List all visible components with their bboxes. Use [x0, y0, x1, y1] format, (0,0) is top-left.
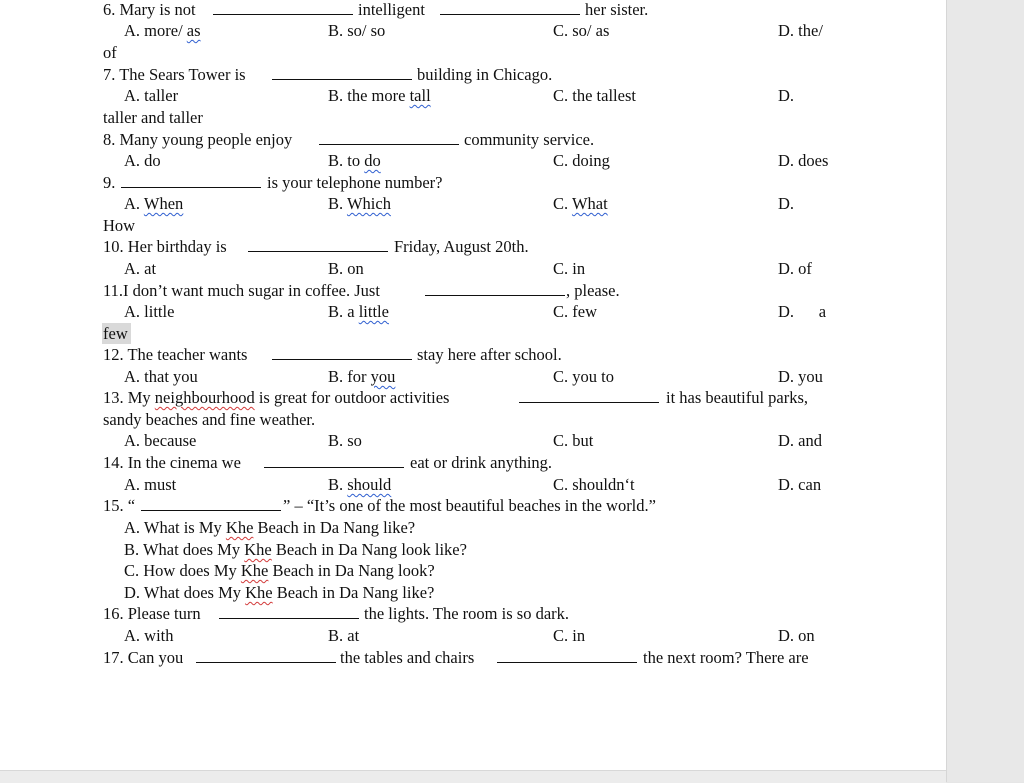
- answer-blank[interactable]: [213, 0, 353, 15]
- spellcheck-word[interactable]: When: [143, 194, 184, 213]
- option-a[interactable]: A. little: [124, 302, 175, 321]
- question-text: The teacher wants: [127, 345, 248, 364]
- question-number: 14.: [103, 453, 124, 472]
- option-c[interactable]: C. What: [553, 194, 608, 213]
- option-c[interactable]: C. How does My Khe Beach in Da Nang look?: [124, 561, 435, 580]
- option-c[interactable]: C. doing: [553, 151, 610, 170]
- question-text: Please turn: [127, 604, 201, 623]
- option-text: A. more/ as: [124, 21, 201, 40]
- option-c[interactable]: C. the tallest: [553, 86, 636, 105]
- question-text: her sister.: [585, 0, 649, 19]
- option-c[interactable]: C. so/ as: [553, 21, 610, 40]
- answer-blank[interactable]: [248, 236, 388, 252]
- question-12-stem: [0, 344, 946, 365]
- option-d[interactable]: D. What does My Khe Beach in Da Nang like?: [124, 583, 435, 602]
- option-d-continuation: [0, 215, 946, 236]
- question-17-stem: [0, 647, 946, 668]
- spellcheck-word[interactable]: little: [358, 302, 389, 321]
- spellcheck-word[interactable]: as: [186, 21, 201, 40]
- question-text: intelligent: [358, 0, 425, 19]
- spellcheck-word[interactable]: Khe: [240, 561, 269, 580]
- spellcheck-word[interactable]: What: [571, 194, 608, 213]
- option-c[interactable]: C. but: [553, 431, 594, 450]
- question-text: the next room? There are: [643, 648, 809, 667]
- question-12-options: [0, 366, 946, 387]
- question-15-option-a: [0, 517, 946, 538]
- option-b[interactable]: B. the more tall: [328, 86, 431, 105]
- option-a[interactable]: A. taller: [124, 86, 179, 105]
- question-15-option-c: [0, 560, 946, 581]
- spellcheck-word[interactable]: should: [347, 475, 392, 494]
- question-number: 9.: [103, 173, 116, 192]
- question-14-stem: [0, 452, 946, 473]
- question-text: building in Chicago.: [417, 65, 553, 84]
- question-8-stem: [0, 129, 946, 150]
- question-text: it has beautiful parks,: [666, 388, 809, 407]
- question-number: 7.: [103, 65, 116, 84]
- question-15-stem: [0, 495, 946, 516]
- spellcheck-word[interactable]: do: [364, 151, 381, 170]
- question-number: 13.: [103, 388, 124, 407]
- option-b[interactable]: B. for you: [328, 367, 396, 386]
- window-gutter: [946, 0, 1024, 782]
- option-b[interactable]: B. at: [328, 626, 360, 645]
- option-d[interactable]: D. a: [778, 302, 827, 321]
- question-text: the tables and chairs: [340, 648, 475, 667]
- option-d-continuation: [0, 42, 946, 63]
- option-a[interactable]: A. because: [124, 431, 197, 450]
- option-a[interactable]: [124, 20, 201, 41]
- question-text: Mary is not: [119, 0, 196, 19]
- question-13-stem-continuation: [0, 409, 946, 430]
- option-b[interactable]: B. a little: [328, 302, 389, 321]
- option-b[interactable]: B. should: [328, 475, 392, 494]
- option-c[interactable]: C. you to: [553, 367, 614, 386]
- question-text: In the cinema we: [127, 453, 241, 472]
- option-d-continuation: [0, 107, 946, 128]
- option-d-continuation: [0, 323, 946, 344]
- question-7-options: [0, 85, 946, 106]
- option-a[interactable]: A. with: [124, 626, 174, 645]
- spellcheck-word[interactable]: you: [370, 367, 396, 386]
- question-number: 6.: [103, 0, 116, 19]
- option-d-cont-highlighted: few: [102, 323, 131, 344]
- question-16-options: [0, 625, 946, 646]
- option-d[interactable]: D. on: [778, 626, 815, 645]
- question-text: My: [127, 388, 151, 407]
- question-13-options: [0, 430, 946, 451]
- question-16-stem: [0, 603, 946, 624]
- spellcheck-word[interactable]: Khe: [245, 583, 273, 602]
- question-number: 12.: [103, 345, 124, 364]
- answer-blank[interactable]: [319, 129, 459, 145]
- question-8-options: [0, 150, 946, 171]
- option-a[interactable]: A. When: [124, 194, 184, 213]
- answer-blank[interactable]: [272, 64, 412, 80]
- option-b[interactable]: B. on: [328, 259, 364, 278]
- question-number: 11.: [103, 281, 124, 300]
- question-13-stem: [0, 387, 946, 408]
- question-text: ” – “It’s one of the most beautiful beaches in the world.”: [283, 496, 656, 515]
- question-text: the lights. The room is so dark.: [364, 604, 570, 623]
- question-14-options: [0, 474, 946, 495]
- spellcheck-word[interactable]: Khe: [225, 518, 254, 537]
- option-d[interactable]: D. you: [778, 367, 823, 386]
- answer-blank[interactable]: [219, 603, 359, 619]
- question-number: 8.: [103, 130, 116, 149]
- answer-blank[interactable]: [425, 280, 565, 296]
- answer-blank[interactable]: [196, 647, 336, 663]
- option-d-cont: How: [103, 216, 136, 235]
- option-d[interactable]: D. of: [778, 259, 812, 278]
- option-a[interactable]: A. at: [124, 259, 157, 278]
- question-10-options: [0, 258, 946, 279]
- question-text: , please.: [566, 281, 620, 300]
- option-d[interactable]: D. does: [778, 151, 829, 170]
- option-b[interactable]: B. to do: [328, 151, 381, 170]
- question-text: stay here after school.: [417, 345, 562, 364]
- question-number: 15.: [103, 496, 124, 515]
- option-a[interactable]: A. that you: [124, 367, 198, 386]
- answer-blank[interactable]: [519, 387, 659, 403]
- spellcheck-word[interactable]: tall: [409, 86, 431, 105]
- spellcheck-word[interactable]: neighbourhood: [154, 388, 255, 407]
- question-number: 17.: [103, 648, 124, 667]
- question-text: is great for outdoor activities: [258, 388, 450, 407]
- question-15-option-d: [0, 582, 946, 603]
- option-d[interactable]: D.: [778, 86, 795, 105]
- question-text: The Sears Tower is: [119, 65, 246, 84]
- option-a[interactable]: A. must: [124, 475, 177, 494]
- question-6-options: [0, 20, 946, 41]
- question-11-stem: [0, 280, 946, 301]
- option-c[interactable]: C. in: [553, 626, 586, 645]
- question-text: Her birthday is: [127, 237, 227, 256]
- question-text: community service.: [464, 130, 595, 149]
- question-text: Friday, August 20th.: [394, 237, 529, 256]
- question-text: Can you: [127, 648, 184, 667]
- answer-blank[interactable]: [497, 647, 637, 663]
- option-b[interactable]: B. What does My Khe Beach in Da Nang look like?: [124, 540, 467, 559]
- question-9-stem: [0, 172, 946, 193]
- option-c[interactable]: C. in: [553, 259, 586, 278]
- option-d[interactable]: D. can: [778, 475, 822, 494]
- question-number: 10.: [103, 237, 124, 256]
- option-a[interactable]: A. What is My Khe Beach in Da Nang like?: [124, 518, 416, 537]
- option-d[interactable]: D. the/: [778, 21, 823, 40]
- option-b[interactable]: B. Which: [328, 194, 391, 213]
- option-d[interactable]: D. and: [778, 431, 822, 450]
- answer-blank[interactable]: [141, 495, 281, 511]
- question-text: eat or drink anything.: [410, 453, 553, 472]
- question-15-option-b: [0, 539, 946, 560]
- question-6-stem: [0, 0, 946, 20]
- option-c[interactable]: C. few: [553, 302, 597, 321]
- option-a[interactable]: A. do: [124, 151, 161, 170]
- option-b[interactable]: B. so: [328, 431, 362, 450]
- question-9-options: [0, 193, 946, 214]
- option-d-cont: of: [103, 43, 117, 62]
- answer-blank[interactable]: [264, 452, 404, 468]
- question-7-stem: [0, 64, 946, 85]
- spellcheck-word[interactable]: Khe: [244, 540, 272, 559]
- option-c[interactable]: C. shouldn‘t: [553, 475, 635, 494]
- question-text: sandy beaches and fine weather.: [103, 410, 316, 429]
- option-d-cont: taller and taller: [103, 108, 203, 127]
- option-d[interactable]: D.: [778, 194, 795, 213]
- answer-blank[interactable]: [440, 0, 580, 15]
- question-number: 16.: [103, 604, 124, 623]
- spellcheck-word[interactable]: Which: [346, 194, 391, 213]
- question-text: is your telephone number?: [267, 173, 443, 192]
- option-b[interactable]: B. so/ so: [328, 21, 386, 40]
- question-text: “: [127, 496, 136, 515]
- question-10-stem: [0, 236, 946, 257]
- answer-blank[interactable]: [121, 172, 261, 188]
- answer-blank[interactable]: [272, 344, 412, 360]
- horizontal-scrollbar[interactable]: [0, 770, 946, 783]
- question-text: Many young people enjoy: [119, 130, 293, 149]
- question-text: I don’t want much sugar in coffee. Just: [123, 281, 380, 300]
- question-11-options: [0, 301, 946, 322]
